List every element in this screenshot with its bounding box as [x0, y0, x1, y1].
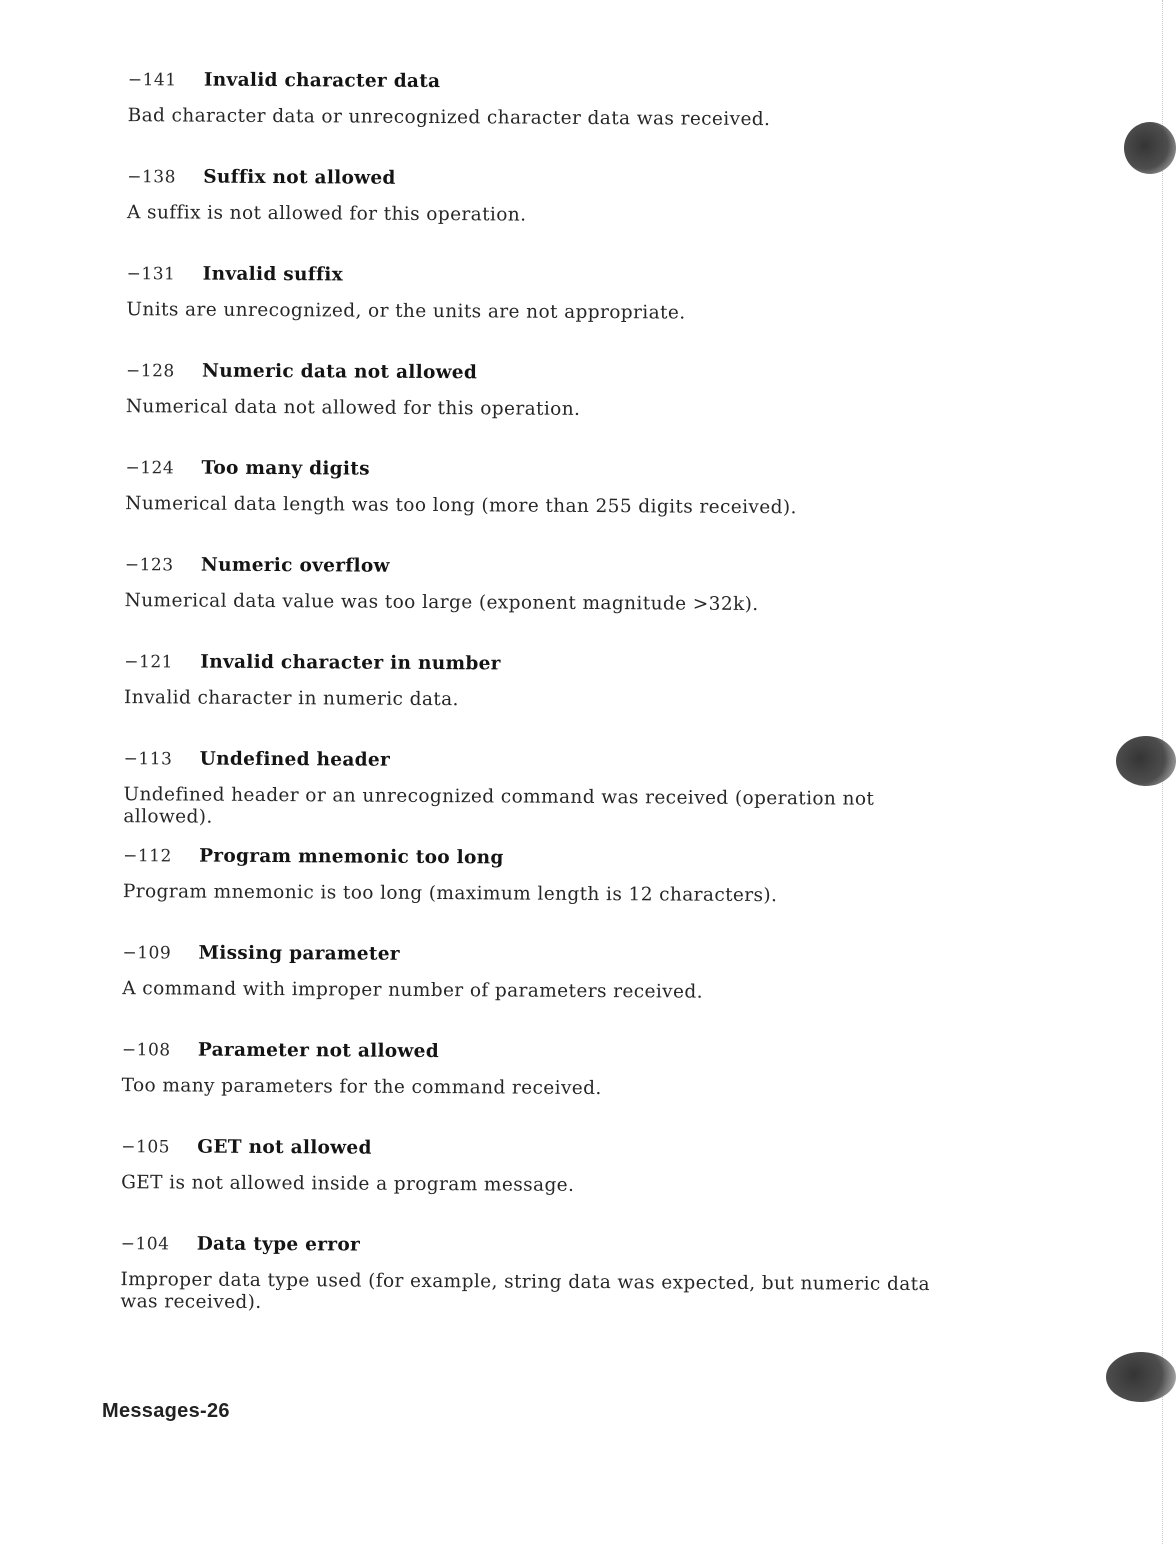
error-entry-header [100, 929, 960, 981]
error-entry-header [105, 250, 965, 302]
binder-hole-bottom [1106, 1352, 1176, 1402]
error-entry-header [99, 1123, 959, 1175]
error-code: −128 [126, 360, 175, 381]
error-code: −138 [127, 166, 177, 187]
error-title: Invalid character data [203, 69, 441, 93]
error-description: Numerical data value was too large (exponent magnitude >32k). [124, 590, 759, 615]
error-entry-header [106, 56, 966, 108]
error-entry [99, 1123, 960, 1225]
error-code: −123 [124, 554, 174, 575]
error-entry [98, 1220, 959, 1334]
error-entry [105, 56, 966, 158]
binder-hole-middle [1116, 736, 1176, 786]
error-title: Undefined header [199, 748, 391, 771]
error-entry-header [100, 1026, 960, 1078]
error-description: Undefined header or an unrecognized command was received (operation not allowed). [123, 784, 875, 828]
error-description: Bad character data or unrecognized character data was received. [127, 105, 771, 131]
error-description: A suffix is not allowed for this operation. [126, 202, 527, 226]
error-entry-header [103, 444, 963, 496]
error-code: −109 [122, 942, 172, 963]
error-entry-header [102, 638, 962, 690]
error-description: Invalid character in numeric data. [124, 687, 459, 711]
error-entry [104, 250, 965, 352]
error-title: Invalid suffix [202, 263, 344, 286]
error-code: −124 [125, 457, 175, 478]
error-title: Missing parameter [198, 942, 400, 965]
error-entry [102, 638, 963, 740]
error-entry-header [105, 153, 965, 205]
error-title: Numeric overflow [200, 554, 390, 577]
error-code: −108 [121, 1039, 171, 1060]
error-title: Numeric data not allowed [202, 360, 478, 384]
error-entry [101, 735, 962, 837]
page-footer-label: Messages-26 [102, 1400, 230, 1422]
error-entry [102, 541, 963, 643]
error-message-list [98, 56, 966, 1334]
error-entry-header [104, 347, 964, 399]
error-entry [104, 347, 965, 449]
error-title: Parameter not allowed [197, 1039, 440, 1063]
error-title: Invalid character in number [200, 651, 501, 675]
error-code: −121 [124, 651, 174, 672]
error-entry [100, 929, 961, 1031]
error-description: Numerical data not allowed for this operation. [125, 396, 581, 420]
error-title: Suffix not allowed [203, 166, 396, 189]
error-description: Program mnemonic is too long (maximum length is 12 characters). [122, 881, 778, 907]
error-code: −104 [120, 1233, 170, 1254]
error-code: −112 [123, 845, 172, 866]
error-entry-header [101, 832, 961, 884]
error-description: Too many parameters for the command received. [121, 1075, 602, 1100]
error-entry [99, 1026, 960, 1128]
error-entry-header [99, 1220, 959, 1272]
error-title: GET not allowed [197, 1136, 372, 1159]
error-entry [101, 832, 962, 934]
error-description: Numerical data length was too long (more than 255 digits received). [125, 493, 797, 519]
error-entry [105, 153, 966, 255]
error-description: GET is not allowed inside a program message. [121, 1172, 575, 1196]
error-title: Too many digits [201, 457, 370, 480]
error-description: Improper data type used (for example, string data was expected, but numeric data was received). [120, 1269, 931, 1313]
error-title: Program mnemonic too long [199, 845, 504, 869]
error-entry-header [102, 735, 962, 787]
error-entry-header [103, 541, 963, 593]
error-code: −141 [127, 69, 177, 90]
error-description: Units are unrecognized, or the units are not appropriate. [126, 299, 686, 324]
error-title: Data type error [196, 1233, 361, 1256]
error-entry [103, 444, 964, 546]
binder-hole-top [1124, 122, 1176, 174]
error-code: −113 [123, 748, 173, 769]
error-code: −131 [126, 263, 176, 284]
error-code: −105 [121, 1136, 171, 1157]
error-description: A command with improper number of parameters received. [122, 978, 703, 1003]
